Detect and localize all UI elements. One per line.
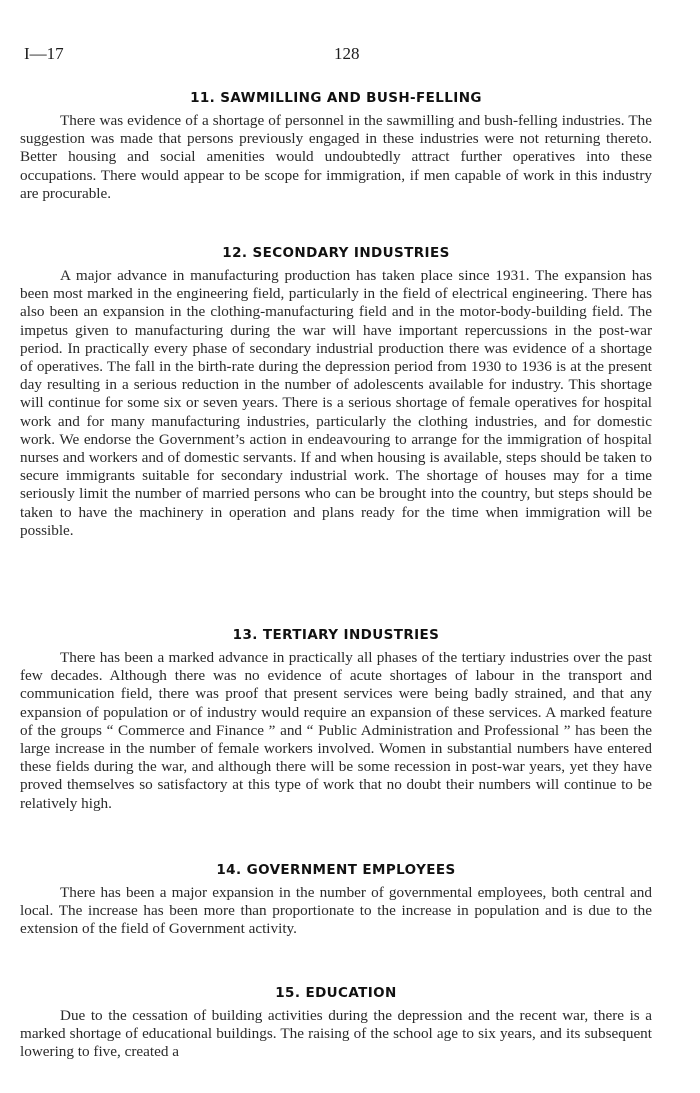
section-secondary-industries [20,245,652,540]
section-heading: 15. EDUCATION [275,985,397,1001]
section-education [20,985,652,1062]
section-paragraph: Due to the cessation of building activities during the depression and the recent war, there is a marked shortage of educational buildings. The raising of the school age to six years, and its subsequent lowering to five, created a [20,1007,652,1061]
page-header [24,44,670,66]
section-government-employees [20,862,652,939]
section-tertiary-industries [20,627,652,813]
section-paragraph: A major advance in manufacturing production has taken place since 1931. The expansion has been most marked in the engineering field, particularly in the field of electrical engineering. There has also been an expansion in the clothing-manufacturing field and in the motor-body-building field. The impetus given to manufacturing during the war will have important repercussions in the post-war period. In practically every phase of secondary industrial production there was evidence of a shortage of operatives. The fall in the birth-rate during the depression period from 1930 to 1936 is at the present day resulting in a serious reduction in the number of adolescents available for industry. This shortage will continue for some six or seven years. There is a serious shortage of female operatives for hospital work and for many manufacturing industries, particularly the clothing industries, and for domestic work. We endorse the Government’s action in endeavouring to arrange for the immigration of hospital nurses and workers and of domestic servants. If and when housing is available, steps should be taken to secure immigrants suitable for secondary industrial work. The shortage of houses may for a time seriously limit the number of married persons who can be brought into the country, but steps should be taken to have the machinery in operation and plans ready for the time when immigration will be possible. [20,267,652,539]
section-heading: 11. SAWMILLING AND BUSH-FELLING [190,90,482,106]
section-sawmilling [20,90,652,203]
section-heading: 12. SECONDARY INDUSTRIES [222,245,450,261]
section-paragraph: There has been a marked advance in practically all phases of the tertiary industries over the past few decades. Although there was no evidence of acute shortages of labour in the transport and communication field, there was proof that present services were being badly strained, and that any expansion of population or of industry would require an expansion of these services. A marked feature of the groups “ Commerce and Finance ” and “ Public Administration and Professional ” has been the large increase in the number of female workers involved. Women in substantial numbers have entered these fields during the war, and although there will be some recession in post-war years, yet they have proved themselves so satisfactory at this type of work that no doubt their numbers will continue to be relatively high. [20,649,652,812]
section-heading: 14. GOVERNMENT EMPLOYEES [216,862,456,878]
section-heading: 13. TERTIARY INDUSTRIES [232,627,440,643]
section-paragraph: There was evidence of a shortage of personnel in the sawmilling and bush-felling industries. The suggestion was made that persons previously engaged in these industries were not returning thereto. Better housing and social amenities would undoubtedly attract further operatives into these occupations. There would appear to be scope for immigration, if men capable of work in this industry are procurable. [20,112,652,202]
section-paragraph: There has been a major expansion in the number of governmental employees, both central and local. The increase has been more than proportionate to the increase in population and is due to the extension of the field of Government activity. [20,884,652,938]
report-reference: I—17 [24,44,64,63]
page-number: 128 [334,44,360,63]
